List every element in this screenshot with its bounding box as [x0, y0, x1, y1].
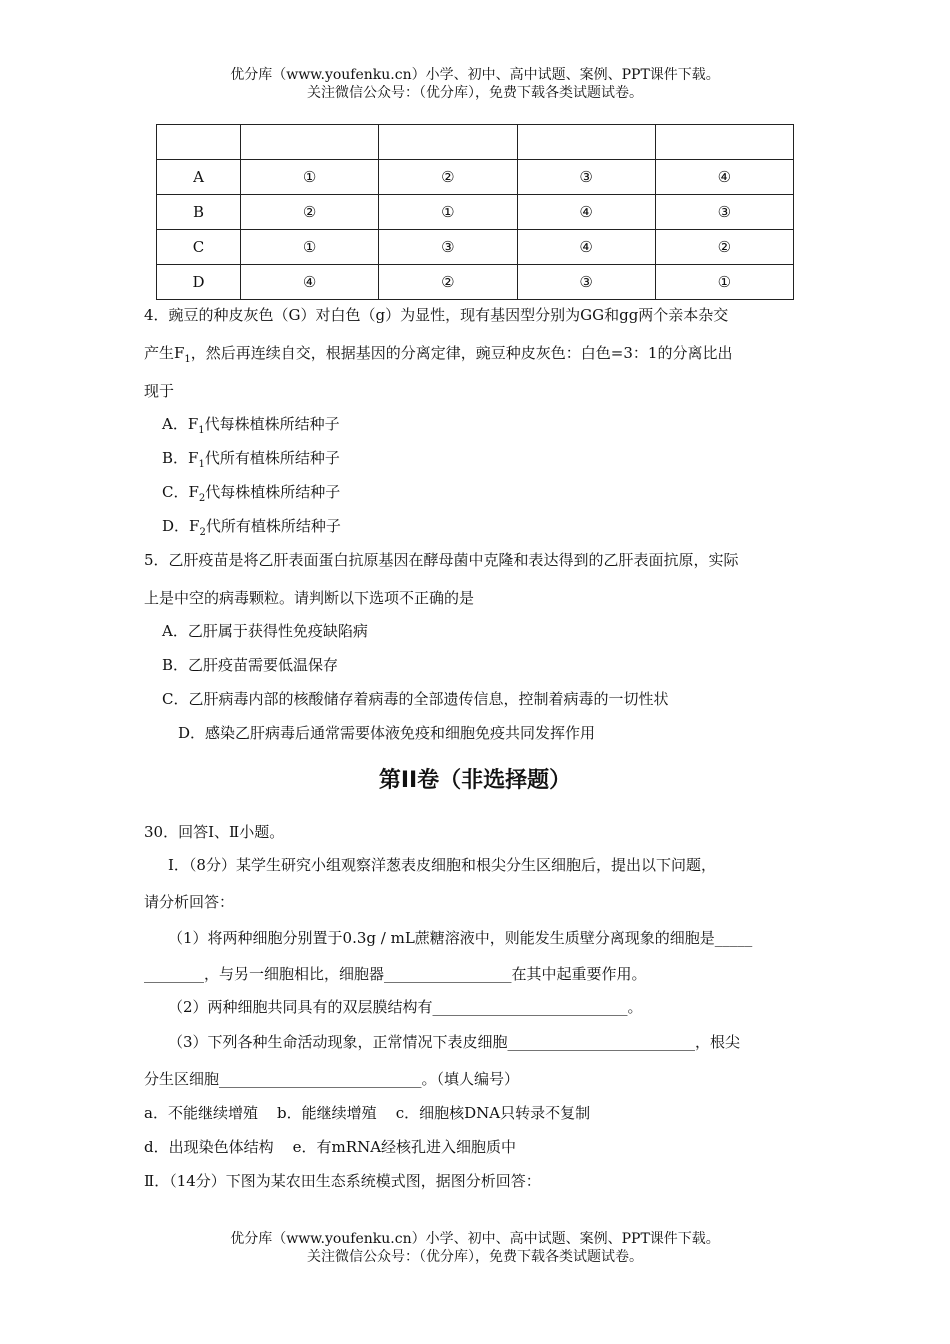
- q30-choice-list-2: d．出现染色体结构 e．有mRNA经核孔进入细胞质中: [144, 1138, 517, 1156]
- q4-option-c: [162, 481, 340, 504]
- table-row: [157, 195, 794, 230]
- table-cell: [517, 125, 655, 160]
- table-cell: ③: [517, 160, 655, 195]
- table-row: [157, 230, 794, 265]
- table-cell: ②: [655, 230, 793, 265]
- table-cell: ④: [655, 160, 793, 195]
- table-cell: ③: [379, 230, 517, 265]
- option-subscript: 1: [198, 425, 205, 436]
- q5-option-a: A．乙肝属于获得性免疫缺陷病: [162, 622, 368, 640]
- q30-sub1-line-2: ________，与另一细胞相比，细胞器_________________在其中起重要作用。: [144, 965, 647, 983]
- table-cell: ①: [241, 160, 379, 195]
- q5-stem-line-1: 5．乙肝疫苗是将乙肝表面蛋白抗原基因在酵母菌中克隆和表达得到的乙肝表面抗原，实际: [144, 551, 739, 569]
- table-cell: ②: [379, 265, 517, 300]
- q30-sub1-line-1: （1）将两种细胞分别置于0.3g / mL蔗糖溶液中，则能发生质壁分离现象的细胞是_____: [168, 929, 753, 947]
- row-label: D: [157, 265, 241, 300]
- q30-sub3-line-2: 分生区细胞___________________________。（填人编号）: [144, 1070, 520, 1088]
- table-cell: ②: [241, 195, 379, 230]
- table-cell: [241, 125, 379, 160]
- option-subscript: 2: [198, 493, 206, 504]
- q4-option-d: [162, 515, 341, 538]
- table-cell: [379, 125, 517, 160]
- q30-part1-line-2: 请分析回答：: [144, 893, 235, 911]
- row-label: B: [157, 195, 241, 230]
- table-cell: ④: [517, 230, 655, 265]
- table-cell: ①: [241, 230, 379, 265]
- option-text: 代每株植株所结种子: [204, 415, 340, 433]
- option-prefix: C．F: [162, 483, 199, 501]
- table-cell: ①: [655, 265, 793, 300]
- option-prefix: D．F: [162, 517, 200, 535]
- option-prefix: A．F: [162, 415, 199, 433]
- table-cell: ③: [655, 195, 793, 230]
- table-cell: ①: [379, 195, 517, 230]
- header-line-1: 优分库（www.youfenku.cn）小学、初中、高中试题、案例、PPT课件下载。: [230, 67, 720, 83]
- table-cell: ④: [517, 195, 655, 230]
- answer-table: [156, 124, 794, 300]
- row-label: C: [157, 230, 241, 265]
- table-cell: [157, 125, 241, 160]
- page-header: [0, 66, 950, 102]
- q30-intro: 30．回答Ⅰ、Ⅱ小题。: [144, 823, 285, 841]
- table-cell: ④: [241, 265, 379, 300]
- q30-part2: Ⅱ．（14分）下图为某农田生态系统模式图，据图分析回答：: [144, 1172, 541, 1190]
- q4-stem-text: ，然后再连续自交，根据基因的分离定律，豌豆种皮灰色：白色=3：1的分离比出: [190, 344, 733, 362]
- option-text: 代所有植株所结种子: [204, 449, 340, 467]
- q4-option-a: [162, 413, 340, 436]
- table-row: [157, 160, 794, 195]
- option-text: 代每株植株所结种子: [205, 483, 341, 501]
- q30-sub2: （2）两种细胞共同具有的双层膜结构有__________________________。: [168, 998, 643, 1016]
- q5-stem-line-2: 上是中空的病毒颗粒。请判断以下选项不正确的是: [144, 589, 475, 607]
- option-text: 代所有植株所结种子: [205, 517, 341, 535]
- q5-option-c: C．乙肝病毒内部的核酸储存着病毒的全部遗传信息，控制着病毒的一切性状: [162, 690, 669, 708]
- table-header-row: [157, 125, 794, 160]
- q4-stem-line-2: [144, 342, 732, 365]
- table-row: [157, 265, 794, 300]
- row-label: A: [157, 160, 241, 195]
- footer-line-1: 优分库（www.youfenku.cn）小学、初中、高中试题、案例、PPT课件下载。: [230, 1231, 720, 1247]
- q4-stem-line-1: 4．豌豆的种皮灰色（G）对白色（g）为显性，现有基因型分别为GG和gg两个亲本杂交: [144, 306, 729, 324]
- option-prefix: B．F: [162, 449, 199, 467]
- table-cell: ②: [379, 160, 517, 195]
- footer-line-2: 关注微信公众号：（优分库），免费下载各类试题试卷。: [307, 1249, 643, 1265]
- q30-choice-list-1: a．不能继续增殖 b．能继续增殖 c．细胞核DNA只转录不复制: [144, 1104, 591, 1122]
- q4-stem-text: 产生F: [144, 344, 185, 362]
- page-footer: [0, 1230, 950, 1266]
- q5-option-d: D．感染乙肝病毒后通常需要体液免疫和细胞免疫共同发挥作用: [178, 724, 596, 742]
- q4-stem-line-3: 现于: [144, 382, 175, 400]
- q5-option-b: B．乙肝疫苗需要低温保存: [162, 656, 339, 674]
- header-line-2: 关注微信公众号：（优分库），免费下载各类试题试卷。: [307, 85, 643, 101]
- table-cell: ③: [517, 265, 655, 300]
- option-subscript: 1: [198, 459, 205, 470]
- q4-subscript: 1: [184, 354, 191, 365]
- q30-part1-line-1: Ⅰ．（8分）某学生研究小组观察洋葱表皮细胞和根尖分生区细胞后，提出以下问题，: [168, 856, 716, 874]
- q4-option-b: [162, 447, 340, 470]
- section-title: 第II卷（非选择题）: [378, 768, 572, 793]
- option-subscript: 2: [199, 527, 206, 538]
- table-cell: [655, 125, 793, 160]
- q30-sub3-line-1: （3）下列各种生命活动现象，正常情况下表皮细胞_________________________，根尖: [168, 1033, 741, 1051]
